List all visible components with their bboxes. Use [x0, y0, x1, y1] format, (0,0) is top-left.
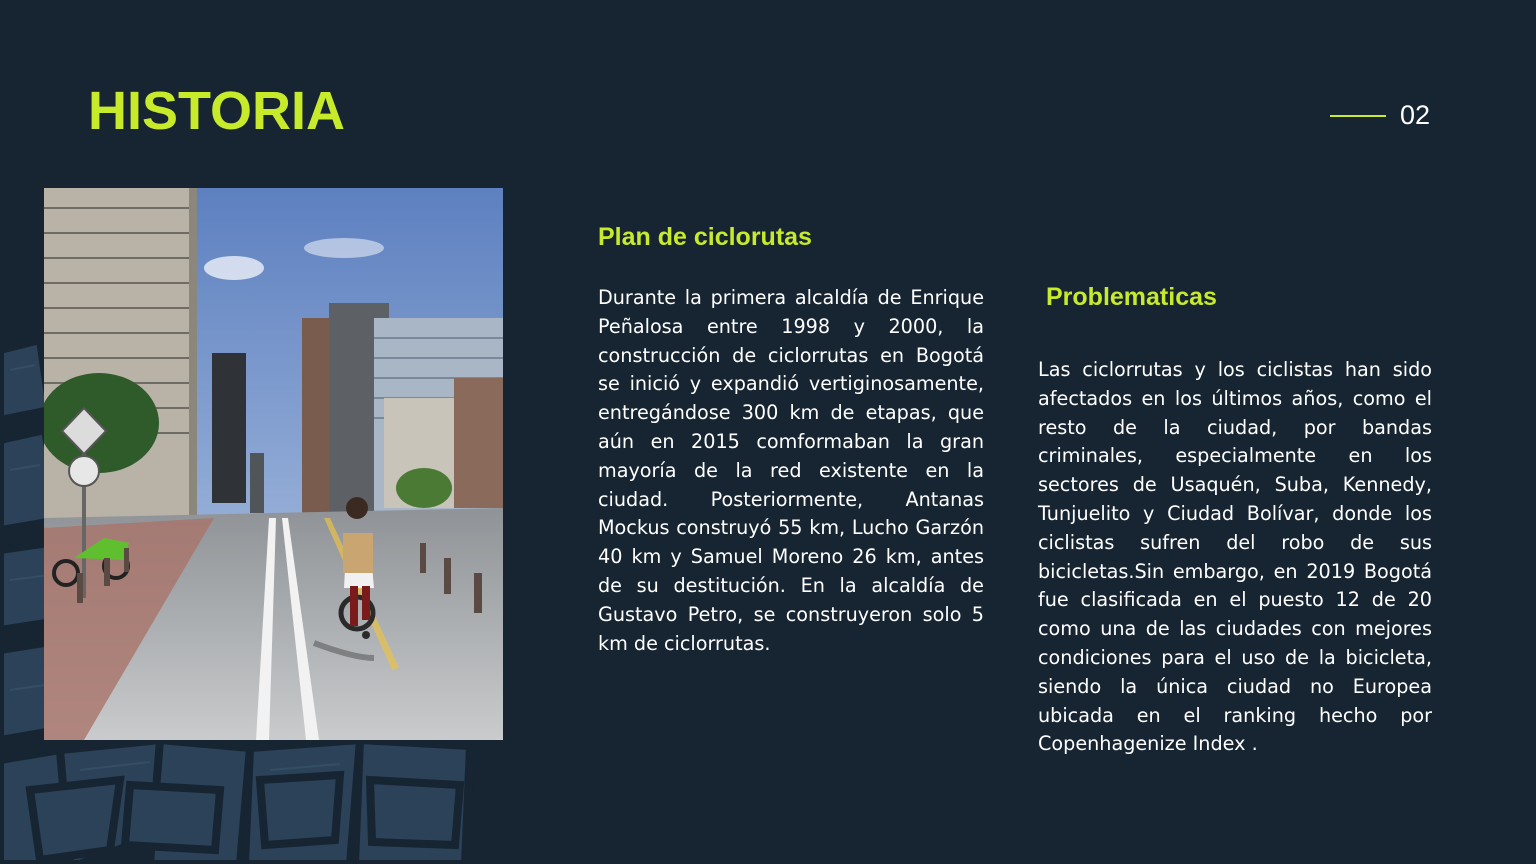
page-number: 02	[1400, 100, 1431, 130]
section-body-problems: Las ciclorrutas y los ciclistas han sido afectados en los últimos años, como el resto de la ciudad, por bandas criminales, especialmente en los sectores de Usaquén, Suba, Kennedy, Tunjuelito y Ciudad Bolívar, donde los ciclistas sufren del robo de sus bicicletas.Sin embargo, en 2019 Bogotá fue clasificada en el puesto 12 de 20 como una de las ciudades con mejores condiciones para el uso de la bicicleta, siendo la única ciudad no Europea ubicada en el ranking hecho por Copenhagenize Index .	[1038, 358, 1432, 756]
page-indicator	[1330, 100, 1430, 131]
section-heading-plan: Plan de ciclorutas	[598, 223, 812, 251]
section-body-plan: Durante la primera alcaldía de Enrique Peñalosa entre 1998 y 2000, la construcción de ciclorrutas en Bogotá se inició y expandió vertiginosamente, entregándose 300 km de etapas, que aún en 2015 comformaban la gran mayoría de la red existente en la ciudad. Posteriormente, Antanas Mockus construyó 55 km, Lucho Garzón 40 km y Samuel Moreno 26 km, antes de su destitución. En la alcaldía de Gustavo Petro, se construyeron solo 5 km de ciclorrutas.	[598, 286, 984, 655]
slide-title: HISTORIA	[88, 81, 346, 141]
cyclist-bike-lane-photo	[44, 188, 503, 740]
section-heading-problems: Problematicas	[1046, 283, 1217, 311]
page-indicator-line	[1330, 115, 1386, 117]
